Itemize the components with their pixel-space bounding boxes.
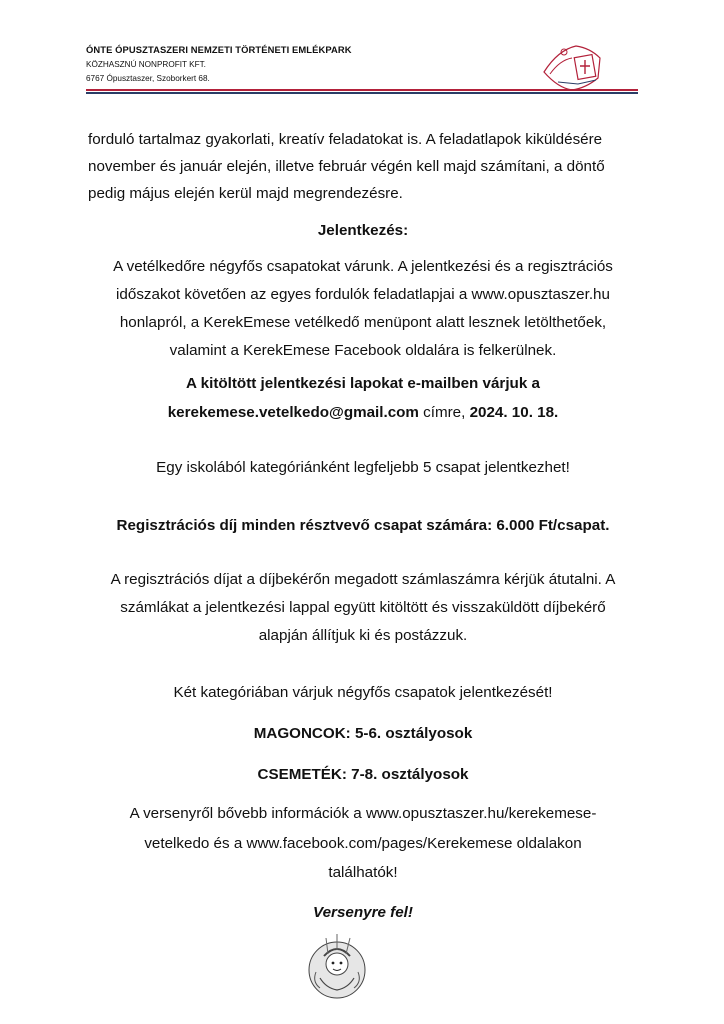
closing-slogan: Versenyre fel!	[313, 904, 413, 921]
info-line-3: találhatók!	[328, 864, 398, 881]
categories-intro: Két kategóriában várjuk négyfős csapatok jelentkezését!	[173, 684, 553, 701]
registration-heading: Jelentkezés:	[317, 222, 409, 239]
registration-fee: Regisztrációs díj minden résztvevő csapat számára: 6.000 Ft/csapat.	[116, 517, 610, 534]
intro-line-2: november és január elején, illetve február végén kell majd számítani, a döntő	[88, 158, 605, 175]
info-line-2: vetelkedo és a www.facebook.com/pages/Kerekemese oldalakon	[144, 835, 582, 852]
registration-line-1: A vetélkedőre négyfős csapatokat várunk. A jelentkezési és a regisztrációs	[113, 258, 613, 275]
category-csemetek: CSEMETÉK: 7-8. osztályosok	[257, 766, 469, 783]
payment-line-2: számlákat a jelentkezési lappal együtt kitöltött és visszaküldött díjbekérő	[120, 599, 606, 616]
submission-email[interactable]: kerekemese.vetelkedo@gmail.com	[167, 404, 419, 421]
intro-line-3: pedig május elején kerül majd megrendezésre.	[88, 185, 403, 202]
header-address: 6767 Ópusztaszer, Szoborkert 68.	[86, 74, 210, 83]
submission-line-1: A kitöltött jelentkezési lapokat e-mailben várjuk a	[186, 375, 540, 392]
kerekemese-mascot-icon	[306, 928, 368, 1000]
registration-line-2: időszakot követően az egyes fordulók feladatlapjai a www.opusztaszer.hu	[116, 286, 610, 303]
registration-line-3: honlapról, a KerekEmese vetélkedő menüpont alatt lesznek letölthetőek,	[119, 314, 607, 331]
category-magoncok: MAGONCOK: 5-6. osztályosok	[253, 725, 473, 742]
header-company: KÖZHASZNÚ NONPROFIT KFT.	[86, 60, 206, 69]
info-line-1: A versenyről bővebb információk a www.opusztaszer.hu/kerekemese-	[129, 805, 597, 822]
team-limit: Egy iskolából kategóriánként legfeljebb 5 csapat jelentkezhet!	[156, 459, 570, 476]
payment-line-3: alapján állítjuk ki és postázzuk.	[258, 627, 468, 644]
registration-line-4: valamint a KerekEmese Facebook oldalára is felkerülnek.	[169, 342, 557, 359]
header-organization: ÓNTE ÓPUSZTASZERI NEMZETI TÖRTÉNETI EMLÉKPARK	[86, 44, 352, 55]
emlekpark-logo-icon	[538, 38, 608, 96]
submission-mid: címre,	[418, 404, 470, 421]
submission-line-2	[80, 399, 646, 426]
payment-line-1: A regisztrációs díjat a díjbekérőn megadott számlaszámra kérjük átutalni. A	[110, 571, 616, 588]
submission-deadline: 2024. 10. 18.	[469, 404, 559, 421]
intro-line-1: forduló tartalmaz gyakorlati, kreatív feladatokat is. A feladatlapok kiküldésére	[88, 131, 603, 148]
